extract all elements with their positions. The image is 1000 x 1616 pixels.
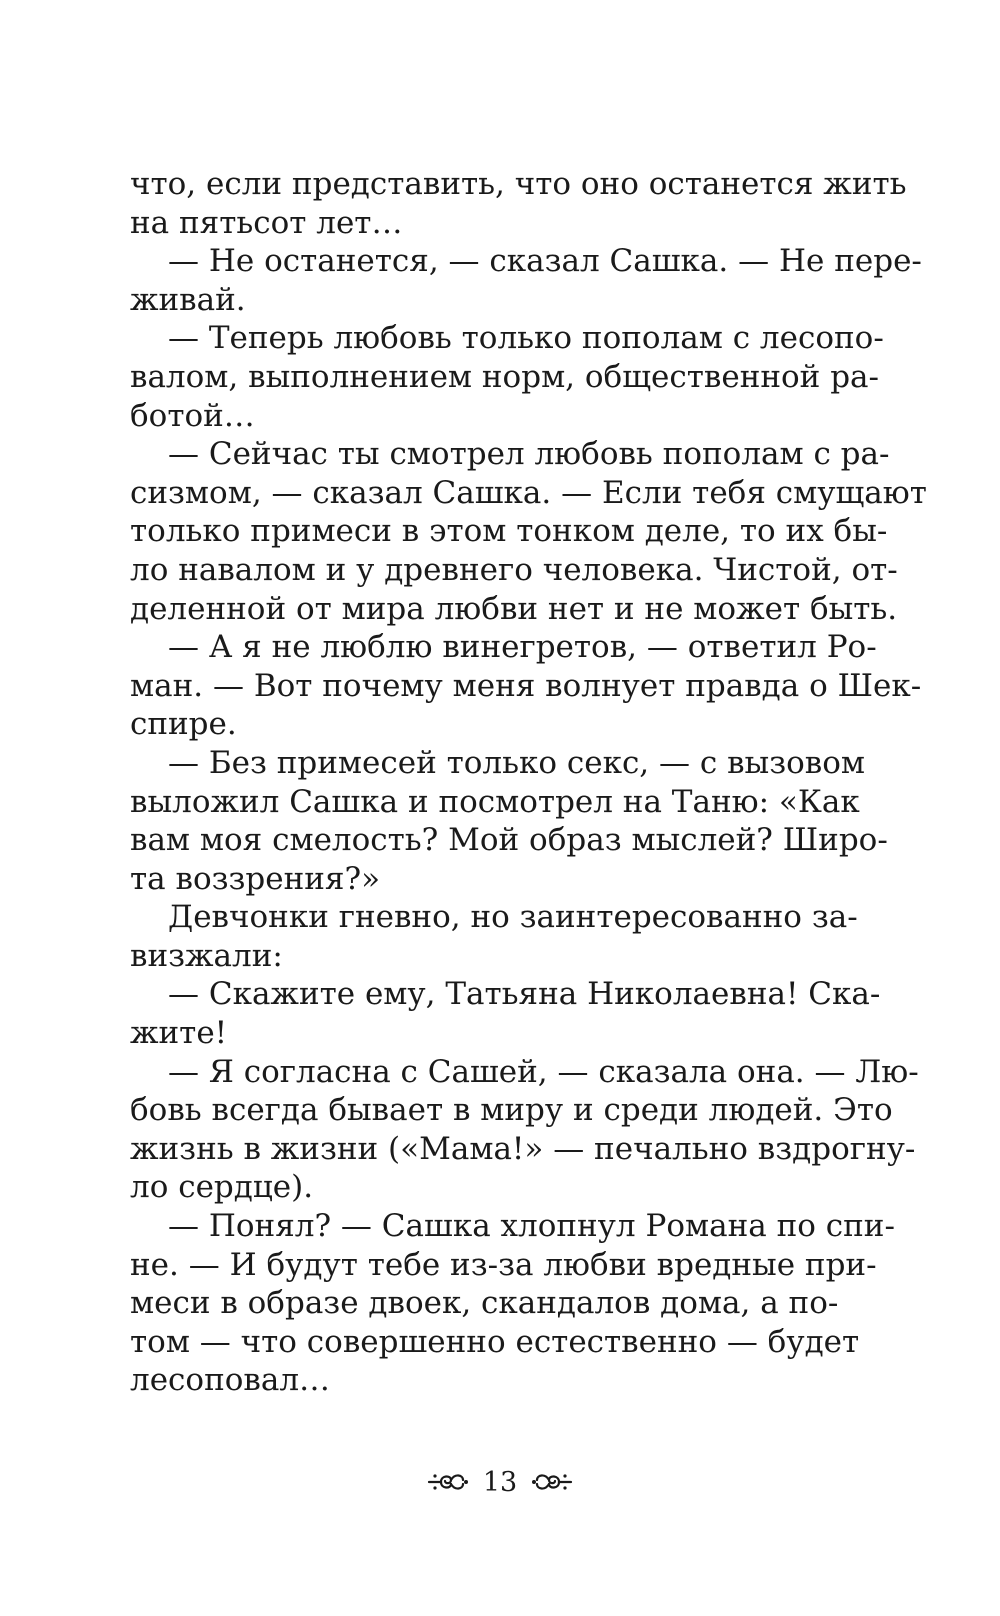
text-line: — Я согласна с Сашей, — сказала она. — Лю- (168, 1053, 919, 1090)
text-line: ло сердце). (130, 1169, 314, 1206)
text-line: выложил Сашка и посмотрел на Таню: «Как (130, 783, 860, 820)
text-line: живай. (130, 281, 246, 318)
right-ornament-icon (531, 1467, 575, 1497)
text-line: сизмом, — сказал Сашка. — Если тебя смущают (130, 474, 927, 511)
text-line: вам моя смелость? Мой образ мыслей? Широ- (130, 822, 888, 859)
text-line: валом, выполнением норм, общественной ра- (130, 358, 879, 395)
text-line: — Сейчас ты смотрел любовь пополам с ра- (168, 436, 890, 473)
body-text (130, 165, 927, 1400)
text-line: что, если представить, что оно останется жить (130, 166, 907, 202)
text-line: — Без примесей только секс, — с вызовом (168, 744, 866, 781)
text-line: том — что совершенно естественно — будет (130, 1323, 860, 1360)
text-line: жите! (130, 1015, 228, 1052)
text-line: не. — И будут тебе из-за любви вредные при- (130, 1246, 877, 1283)
page-number: 13 (482, 1466, 518, 1498)
text-line: ман. — Вот почему меня волнует правда о Шек- (130, 667, 922, 704)
text-line: меси в образе двоек, скандалов дома, а по- (130, 1285, 839, 1322)
text-line: ботой… (130, 397, 255, 434)
text-line: на пятьсот лет… (130, 204, 403, 241)
text-line: деленной от мира любви нет и не может быть. (130, 590, 898, 627)
text-line: — Понял? — Сашка хлопнул Романа по спи- (168, 1208, 895, 1245)
text-line: — А я не люблю винегретов, — ответил Ро- (168, 629, 877, 666)
left-ornament-icon (425, 1467, 469, 1497)
text-line: бовь всегда бывает в миру и среди людей. Это (130, 1092, 893, 1129)
text-line: визжали: (130, 937, 283, 974)
text-line: ло навалом и у древнего человека. Чистой, от- (130, 551, 898, 588)
text-line: — Теперь любовь только пополам с лесопо- (168, 320, 884, 357)
page-footer (380, 1462, 620, 1502)
text-line: — Скажите ему, Татьяна Николаевна! Ска- (168, 976, 881, 1013)
text-line: Девчонки гневно, но заинтересованно за- (168, 899, 858, 936)
text-line: лесоповал… (130, 1362, 331, 1399)
text-line: только примеси в этом тонком деле, то их бы- (130, 513, 888, 550)
text-line: та воззрения?» (130, 860, 381, 897)
text-line: спире. (130, 706, 237, 743)
text-line: — Не останется, — сказал Сашка. — Не пере- (168, 243, 922, 280)
text-line: жизнь в жизни («Мама!» — печально вздрогну- (130, 1130, 916, 1167)
